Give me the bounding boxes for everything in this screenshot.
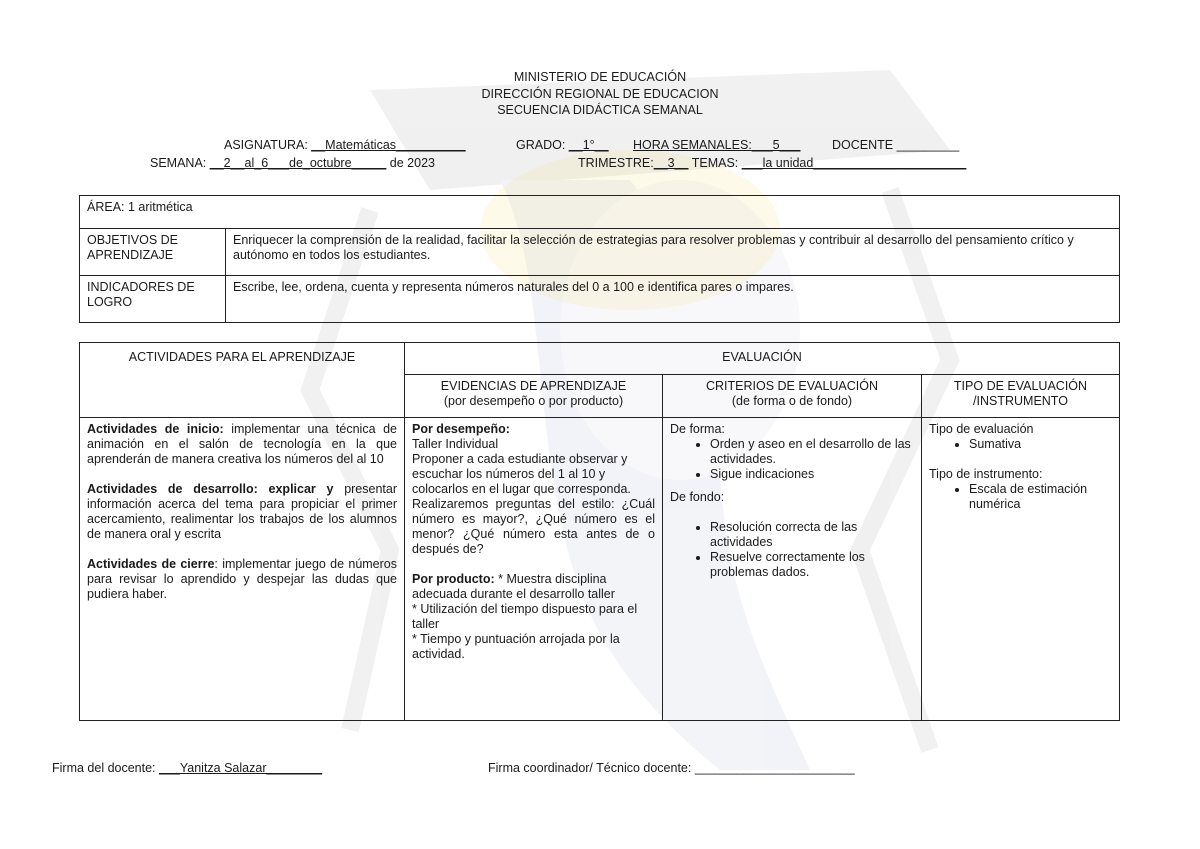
firma-docente-label: Firma del docente: — [52, 761, 159, 775]
act-desarrollo — [87, 482, 397, 542]
list-item: • Escala de estimación numérica — [969, 482, 1112, 512]
tipo-inst-list — [929, 482, 1112, 512]
ministry-title: MINISTERIO DE EDUCACIÓN — [513, 70, 687, 84]
criterios-title: CRITERIOS DE EVALUACIÓN — [705, 379, 879, 393]
list-item: • Resuelve correctamente los problemas dados. — [710, 550, 914, 580]
criterios-subtitle: (de forma o de fondo) — [731, 394, 853, 408]
document-title: SECUENCIA DIDÁCTICA SEMANAL — [497, 103, 703, 117]
semana-field — [150, 156, 435, 170]
area-table — [79, 195, 1120, 323]
ev-tiempo: * Tiempo y puntuación arrojada por la actividad. — [412, 632, 620, 661]
tipo-subtitle: /INSTRUMENTO — [973, 394, 1068, 408]
evidencias-header — [405, 375, 663, 418]
ev-producto — [412, 572, 655, 602]
docente-label: DOCENTE — [832, 138, 897, 152]
meta-row-1 — [224, 138, 466, 152]
cr-fondo-label: De fondo: — [670, 490, 725, 504]
temas-label: TEMAS: — [688, 156, 742, 170]
act-cierre — [87, 557, 397, 602]
act-inicio-title: Actividades de inicio: — [87, 422, 224, 436]
list-item: • Orden y aseo en el desarrollo de las actividades. — [710, 437, 914, 467]
grado-field — [516, 138, 609, 152]
cr-forma-list — [670, 437, 914, 482]
hora-value: ___5___ — [751, 138, 801, 152]
trimestre-label: TRIMESTRE: — [578, 156, 654, 170]
objetivos-text: Enriquecer la comprensión de la realidad, facilitar la selección de estrategias para resolver problemas y contribuir al desarrollo del pensamiento crítico y autónomo en todos los estudiantes. — [226, 229, 1120, 276]
col-evaluacion-header: EVALUACIÓN — [405, 343, 1120, 375]
indicadores-text: Escribe, lee, ordena, cuenta y representa números naturales del 0 a 100 e identifica pares o impares. — [226, 276, 1120, 323]
list-item: • Sigue indicaciones — [710, 467, 914, 482]
area-cell: ÁREA: 1 aritmética — [80, 196, 1120, 229]
col-actividades-header: ACTIVIDADES PARA EL APRENDIZAJE — [80, 343, 405, 418]
tipo-header — [922, 375, 1120, 418]
docente-value: _________ — [896, 138, 960, 152]
grado-label: GRADO: — [516, 138, 569, 152]
evidencias-subtitle: (por desempeño o por producto) — [443, 394, 624, 408]
act-inicio-text: implementar una técnica de animación en el salón de tecnología en la que aprenderán de manera creativa los números del al 10 — [87, 422, 397, 466]
evidencias-title: EVIDENCIAS DE APRENDIZAJE — [440, 379, 627, 393]
criterios-header — [663, 375, 922, 418]
act-desarrollo-title: Actividades de desarrollo: explicar y — [87, 482, 334, 496]
act-cierre-title: Actividades de cierre — [87, 557, 215, 571]
docente-field — [832, 138, 959, 152]
regional-direction: DIRECCIÓN REGIONAL DE EDUCACION — [481, 87, 719, 101]
ev-utilizacion: * Utilización del tiempo dispuesto para el taller — [412, 602, 638, 631]
firma-coordinador: Firma coordinador/ Técnico docente: _______________________ — [488, 761, 855, 775]
ev-realizaremos: Realizaremos preguntas del estilo: ¿Cuál número es mayor?, ¿Qué número es el menor? ¿Qué número esta antes de o después de? — [412, 497, 655, 556]
cr-forma-label: De forma: — [670, 422, 725, 436]
firma-docente — [52, 761, 322, 775]
cr-fondo-list — [670, 520, 914, 580]
act-inicio — [87, 422, 397, 467]
asignatura-label: ASIGNATURA: — [224, 138, 312, 152]
tipo-inst-label: Tipo de instrumento: — [929, 467, 1043, 481]
tipo-eval-list — [929, 437, 1112, 452]
ev-producto-title: Por producto: — [412, 572, 495, 586]
asignatura-value: __Matemáticas__________ — [311, 138, 466, 152]
objetivos-label: OBJETIVOS DE APRENDIZAJE — [80, 229, 226, 276]
semana-year: de 2023 — [386, 156, 435, 170]
ev-desempeno-title: Por desempeño: — [412, 422, 510, 436]
semana-label: SEMANA: — [150, 156, 210, 170]
criterios-cell — [663, 418, 922, 721]
activities-cell — [80, 418, 405, 721]
firma-docente-value: ___Yanitza Salazar________ — [159, 761, 323, 775]
ev-taller: Taller Individual — [412, 437, 499, 451]
tipo-title: TIPO DE EVALUACIÓN — [953, 379, 1088, 393]
temas-value: ___la unidad______________________ — [741, 156, 967, 170]
grado-value: __1°__ — [568, 138, 609, 152]
trimestre-value: __3__ — [653, 156, 689, 170]
evidencias-cell — [405, 418, 663, 721]
tipo-cell — [922, 418, 1120, 721]
act-cierre-text: : implementar juego de números para revisar lo aprendido y despejar las dudas que pudiera haber. — [87, 557, 397, 601]
activities-table — [79, 342, 1120, 721]
tipo-eval-label: Tipo de evaluación — [929, 422, 1034, 436]
ev-proponer: Proponer a cada estudiante observar y escuchar los números del 1 al 10 y colocarlos en el lugar que corresponda. — [412, 452, 631, 496]
indicadores-label: INDICADORES DE LOGRO — [80, 276, 226, 323]
hora-label: HORA SEMANALES: — [633, 138, 752, 152]
ev-producto-text: * Muestra disciplina adecuada durante el desarrollo taller — [412, 572, 615, 601]
list-item: • Resolución correcta de las actividades — [710, 520, 914, 550]
semana-value: __2__al_6___de_octubre_____ — [209, 156, 387, 170]
trimestre-field — [578, 156, 966, 170]
act-desarrollo-text: presentar información acerca del tema para propiciar el primer acercamiento, realimentar los trabajos de los alumnos de manera oral y escrita — [87, 482, 398, 541]
list-item: • Sumativa — [969, 437, 1112, 452]
hora-field — [633, 138, 800, 152]
